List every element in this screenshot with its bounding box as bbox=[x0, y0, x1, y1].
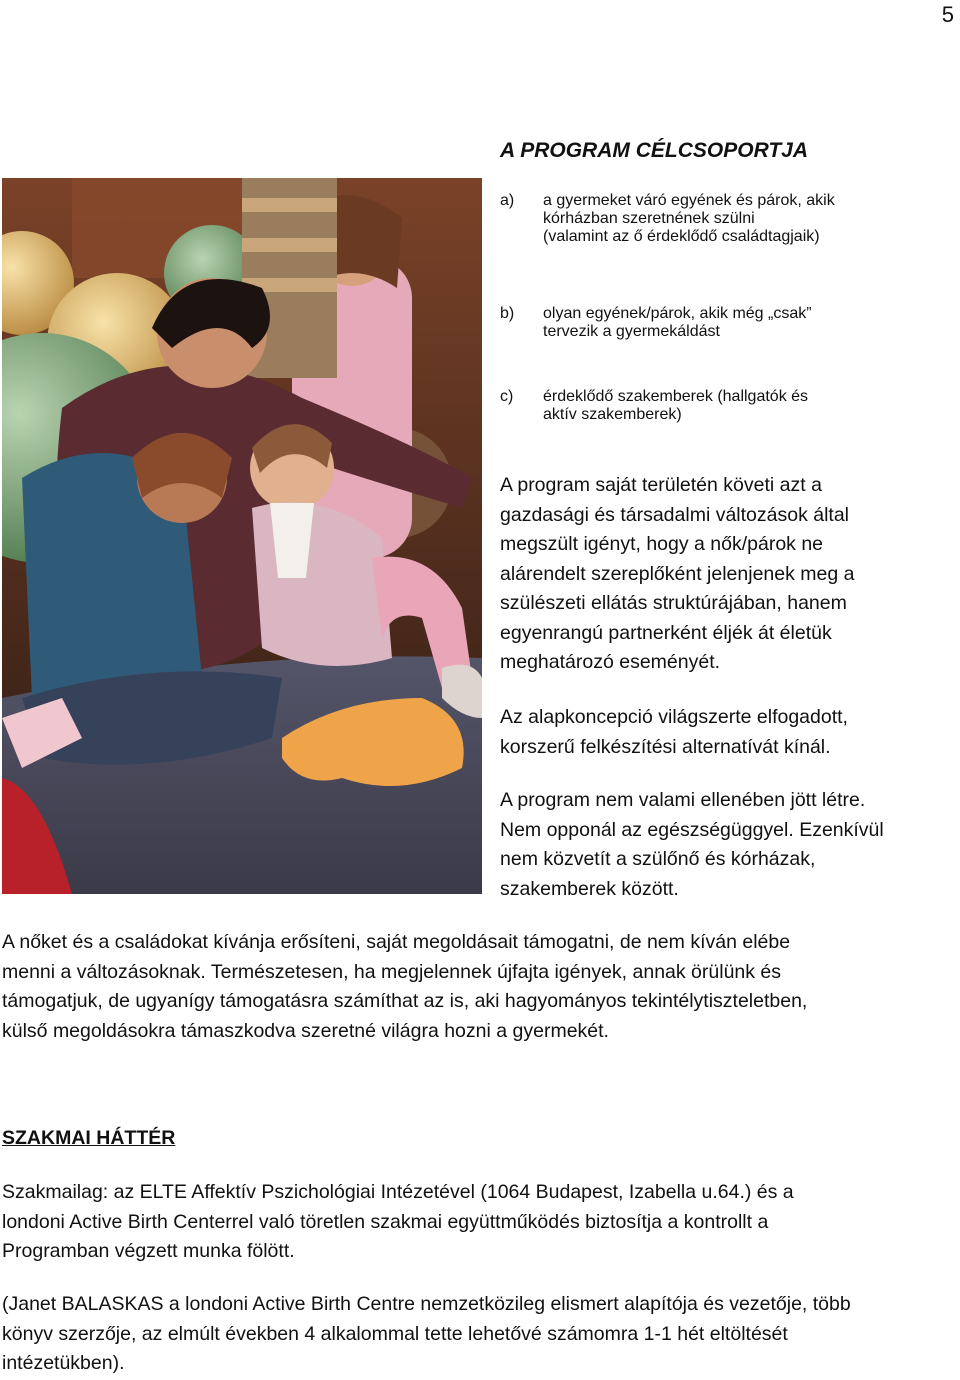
text-line: A program saját területén követi azt a bbox=[500, 474, 822, 496]
text-line: külső megoldásokra támaszkodva szeretné világra hozni a gyermekét. bbox=[2, 1019, 609, 1042]
text-line: korszerű felkészítési alternatívát kínál. bbox=[500, 735, 831, 758]
text-line: alárendelt szereplőként jelenjenek meg a bbox=[500, 562, 855, 585]
text-line: A nőket és a családokat kívánja erősíteni, saját megoldásait támogatni, de nem kíván elébe bbox=[2, 931, 791, 953]
text-line: intézetükben). bbox=[2, 1352, 125, 1374]
list-line: kórházban szeretnének szülni bbox=[543, 210, 755, 227]
text-line: menni a változásoknak. Természetesen, ha megjelennek újfajta igények, annak örülünk és bbox=[2, 960, 782, 983]
paragraph bbox=[500, 786, 955, 904]
text-line: gazdasági és társadalmi változások által bbox=[500, 503, 850, 526]
list-line: tervezik a gyermekáldást bbox=[543, 323, 720, 340]
list-line: olyan egyének/párok, akik még „csak” bbox=[543, 305, 812, 322]
text-line: támogatjuk, de ugyanígy támogatásra számíthat az is, aki hagyományos tekintélytiszteletben, bbox=[2, 990, 808, 1012]
page-number: 5 bbox=[941, 2, 954, 27]
list-marker: a) bbox=[500, 192, 515, 209]
paragraph bbox=[2, 1290, 957, 1379]
background-title: SZAKMAI HÁTTÉR bbox=[2, 1127, 176, 1149]
text-line: A program nem valami ellenében jött létre. bbox=[500, 789, 866, 811]
text-line: megszült igényt, hogy a nők/párok ne bbox=[500, 533, 824, 555]
target-group-title: A PROGRAM CÉLCSOPORTJA bbox=[500, 139, 809, 162]
list-line: aktív szakemberek) bbox=[543, 406, 682, 423]
text-line: szakemberek között. bbox=[500, 877, 679, 900]
paragraph bbox=[2, 928, 957, 1046]
list-line: (valamint az ő érdeklődő családtagjaik) bbox=[543, 228, 820, 245]
paragraph bbox=[500, 471, 955, 678]
photo-mother-children-icon bbox=[2, 178, 482, 894]
text-line: könyv szerzője, az elmúlt években 4 alkalommal tette lehetővé számomra 1-1 hét eltöltését bbox=[2, 1322, 788, 1345]
text-line: londoni Active Birth Centerrel való töretlen szakmai együttműködés biztosítja a kontrollt a bbox=[2, 1210, 769, 1233]
text-line: szülészeti ellátás struktúrájában, hanem bbox=[500, 592, 847, 614]
text-line: Az alapkoncepció világszerte elfogadott, bbox=[500, 706, 848, 728]
list-line: érdeklődő szakemberek (hallgatók és bbox=[543, 388, 809, 405]
text-line: Szakmailag: az ELTE Affektív Pszichológiai Intézetével (1064 Budapest, Izabella u.64.) és a bbox=[2, 1181, 794, 1203]
list-line: a gyermeket váró egyének és párok, akik bbox=[543, 192, 835, 209]
text-line: (Janet BALASKAS a londoni Active Birth Centre nemzetközileg elismert alapítója és vezetője, több bbox=[2, 1293, 851, 1315]
paragraph bbox=[2, 1178, 957, 1267]
list-marker: b) bbox=[500, 305, 515, 322]
text-line: egyenrangú partnerként éljék át életük bbox=[500, 621, 832, 644]
text-line: meghatározó eseményét. bbox=[500, 651, 721, 673]
text-line: nem közvetít a szülőnő és kórházak, bbox=[500, 848, 816, 870]
paragraph bbox=[500, 703, 955, 762]
text-line: Nem opponál az egészségüggyel. Ezenkívül bbox=[500, 818, 884, 841]
list-marker: c) bbox=[500, 388, 514, 405]
text-line: Programban végzett munka fölött. bbox=[2, 1240, 295, 1262]
